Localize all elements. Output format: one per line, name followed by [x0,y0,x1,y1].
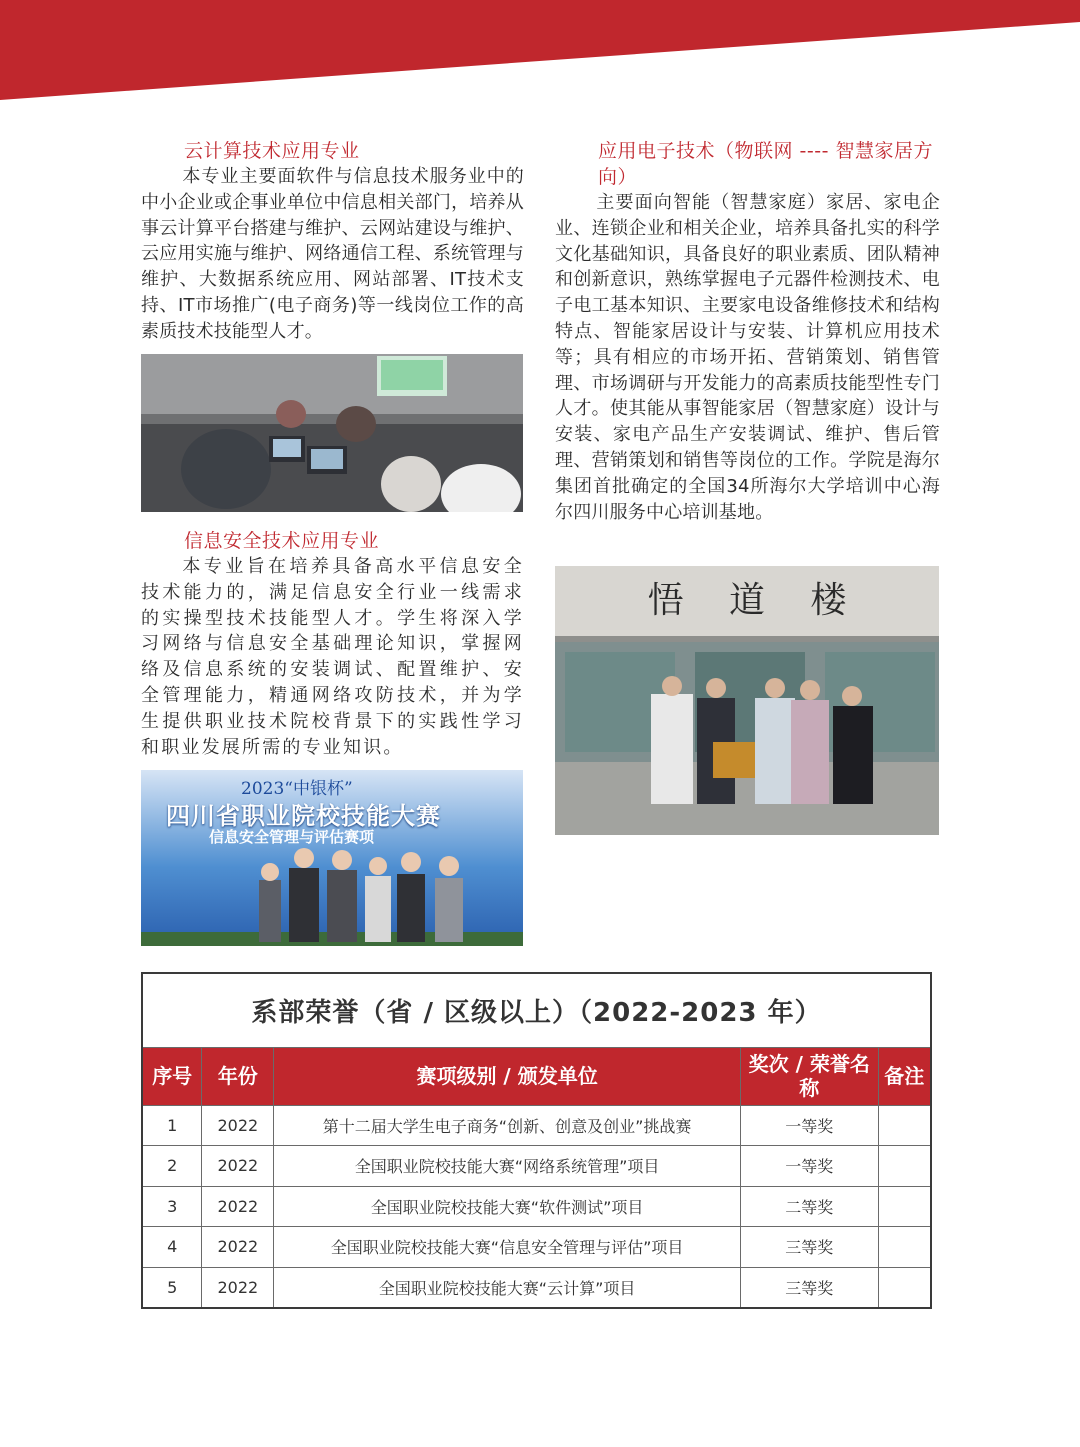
banner-title: 四川省职业院校技能大赛 [166,802,441,830]
table-row [142,1227,931,1268]
cell-award: 三等奖 [740,1227,878,1268]
cell-note [878,1146,931,1187]
cell-note [878,1267,931,1308]
building-sign-char: 道 [728,580,765,621]
cell-award: 三等奖 [740,1267,878,1308]
competition-photo [141,770,523,946]
cell-award: 一等奖 [740,1146,878,1187]
iot-major-body: 主要面向智能（智慧家庭）家居、家电企业、连锁企业和相关企业，培养具备扎实的科学文化基础知识，具备良好的职业素质、团队精神和创新意识，熟练掌握电子元器件检测技术、电子电工基本知识、主要家电设备维修技术和结构特点、智能家居设计与安装、计算机应用技术等；具有相应的市场开拓、营销策划、销售管理、市场调研与开发能力的高素质技能型性专门人才。使其能从事智能家居（智慧家庭）设计与安装、家电产品生产安装调试、维护、售后管理、营销策划和销售等岗位的工作。学院是海尔集团首批确定的全国34所海尔大学培训中心海尔四川服务中心培训基地。 [555,192,940,523]
cell-event: 全国职业院校技能大赛“信息安全管理与评估”项目 [274,1227,741,1268]
cell-note [878,1227,931,1268]
col-header-note: 备注 [878,1047,931,1105]
table-row [142,1186,931,1227]
cell-event: 全国职业院校技能大赛“网络系统管理”项目 [274,1146,741,1187]
cell-index: 5 [142,1267,202,1308]
cell-index: 2 [142,1146,202,1187]
cell-year: 2022 [202,1227,274,1268]
col-header-year: 年份 [202,1047,274,1105]
banner-year-cup: 2023“中银杯” [241,779,353,799]
col-header-award: 奖次 / 荣誉名称 [740,1047,878,1105]
table-row [142,1146,931,1187]
building-sign-char: 楼 [810,580,847,621]
cell-note [878,1105,931,1146]
security-section [141,528,524,760]
security-major-body: 本专业旨在培养具备高水平信息安全技术能力的，满足信息安全行业一线需求的实操型技术技能型人才。学生将深入学习网络与信息安全基础理论知识，掌握网络及信息系统的安装调试、配置维护、安全管理能力，精通网络攻防技术，并为学生提供职业技术院校背景下的实践性学习和职业发展所需的专业知识。 [141,556,524,758]
building-photo [555,566,939,835]
cell-index: 3 [142,1186,202,1227]
cell-year: 2022 [202,1146,274,1187]
security-major-title: 信息安全技术应用专业 [184,530,380,552]
iot-major-title: 应用电子技术（物联网 ---- 智慧家居方向） [598,140,934,188]
cell-index: 4 [142,1227,202,1268]
honors-header-row [142,1047,931,1105]
building-sign [555,572,939,623]
cell-award: 一等奖 [740,1105,878,1146]
left-column [141,138,524,345]
cell-year: 2022 [202,1267,274,1308]
banner-subtitle: 信息安全管理与评估赛项 [209,828,375,846]
cell-event: 第十二届大学生电子商务“创新、创意及创业”挑战赛 [274,1105,741,1146]
cell-year: 2022 [202,1105,274,1146]
cell-note [878,1186,931,1227]
cell-year: 2022 [202,1186,274,1227]
cell-index: 1 [142,1105,202,1146]
top-red-band [0,0,1080,100]
right-column [555,138,940,525]
building-sign-char: 悟 [647,580,684,621]
cell-event: 全国职业院校技能大赛“软件测试”项目 [274,1186,741,1227]
col-header-event: 赛项级别 / 颁发单位 [274,1047,741,1105]
honors-title: 系部荣誉（省 / 区级以上）（2022-2023 年） [142,973,931,1047]
classroom-photo [141,354,523,512]
cloud-major-title: 云计算技术应用专业 [184,140,360,162]
table-row [142,1267,931,1308]
table-row [142,1105,931,1146]
cell-award: 二等奖 [740,1186,878,1227]
honors-table [141,972,932,1309]
cell-event: 全国职业院校技能大赛“云计算”项目 [274,1267,741,1308]
col-header-index: 序号 [142,1047,202,1105]
cloud-major-body: 本专业主要面软件与信息技术服务业中的中小企业或企事业单位中信息相关部门，培养从事云计算平台搭建与维护、云网站建设与维护、云应用实施与维护、网络通信工程、系统管理与维护、大数据系统应用、网站部署、IT技术支持、IT市场推广(电子商务)等一线岗位工作的高素质技术技能型人才。 [141,166,524,342]
